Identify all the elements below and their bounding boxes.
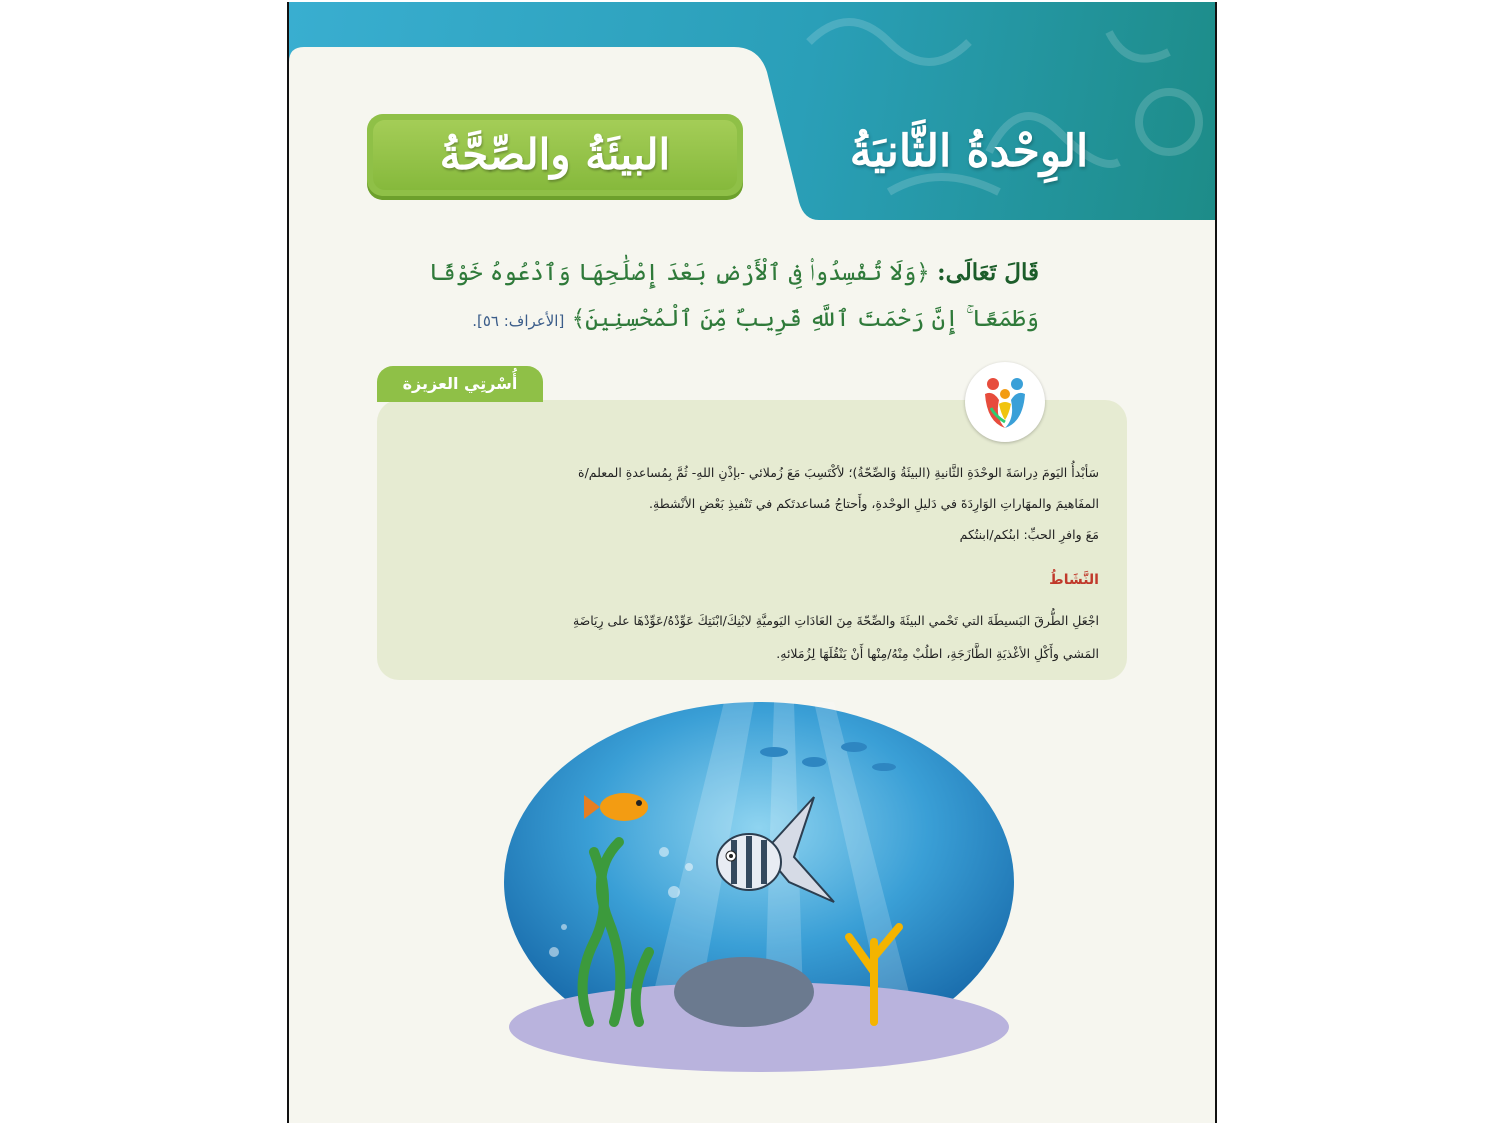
verse-lead: قَالَ تَعَالَى: bbox=[937, 259, 1039, 286]
unit-name: البيئَةُ والصِّحَّةُ bbox=[439, 130, 671, 179]
activity-heading: النَّشَاطُ bbox=[1049, 572, 1099, 588]
activity-line-1: اجْعَلِ الطُّرقَ البَسيطَةَ التي تَحْمي البيئَةَ والصِّحّةَ مِنَ العَادَاتِ اليَوميَّةِ لابْنِكَ/ابْنَتِكَ عَوِّدْهُ/عَوِّدْهَا على رِيَاضَةِ bbox=[572, 613, 1099, 628]
family-letter bbox=[389, 457, 1099, 550]
letter-line-2: المفَاهيمَ والمهَاراتِ الوَارِدَةَ في دَليلِ الوحْدةِ، وأَحتاجُ مُساعدتَكم في تَنْفيذِ بَعْضِ الأنْشطةِ. bbox=[649, 496, 1099, 511]
letter-line-1: سَأبْدأُ اليَومَ دِراسَةَ الوحْدَةِ الثَّانيةِ (البيئَةُ وَالصِّحّةُ)؛ لأكْتَسِبَ مَعَ زُملائي -بإذْنِ اللهِ- ثُمَّ بِمُساعدةِ المعلم/ة bbox=[578, 465, 1099, 480]
letter-signoff: مَعَ وافرِ الحبِّ: ابنُكم/ابنتُكم bbox=[959, 527, 1099, 542]
family-box-tab: أُسْرتِي العزيزة bbox=[377, 366, 543, 402]
unit-name-badge bbox=[367, 114, 743, 196]
unit-title: الوِحْدةُ الثَّانيَةُ bbox=[849, 126, 1089, 177]
verse-reference: [الأعراف: ٥٦]. bbox=[472, 312, 565, 330]
activity-text bbox=[389, 604, 1099, 670]
quran-verse bbox=[409, 250, 1039, 344]
rock bbox=[674, 957, 814, 1027]
activity-line-2: المَشي وأَكْلِ الأغْذيَةِ الطَّازَجَةِ، اطلُبْ مِنْهُ/مِنْها أَنْ يَنْقُلَهَا لِزُمَلائهِ. bbox=[776, 646, 1099, 661]
aquarium-illustration bbox=[494, 692, 1024, 1082]
family-icon bbox=[965, 362, 1045, 442]
verse-text: ﴿وَلَا تُفْسِدُوا۟ فِى ٱلْأَرْضِ بَعْدَ إِصْلَٰحِهَا وَٱدْعُوهُ خَوْفًا وَطَمَعًا ۚ إِنَّ رَحْمَتَ ٱللَّهِ قَرِيبٌ مِّنَ ٱلْمُحْسِنِينَ﴾ bbox=[428, 260, 1039, 332]
textbook-page bbox=[287, 2, 1217, 1123]
family-icon-graphic bbox=[965, 362, 1045, 442]
